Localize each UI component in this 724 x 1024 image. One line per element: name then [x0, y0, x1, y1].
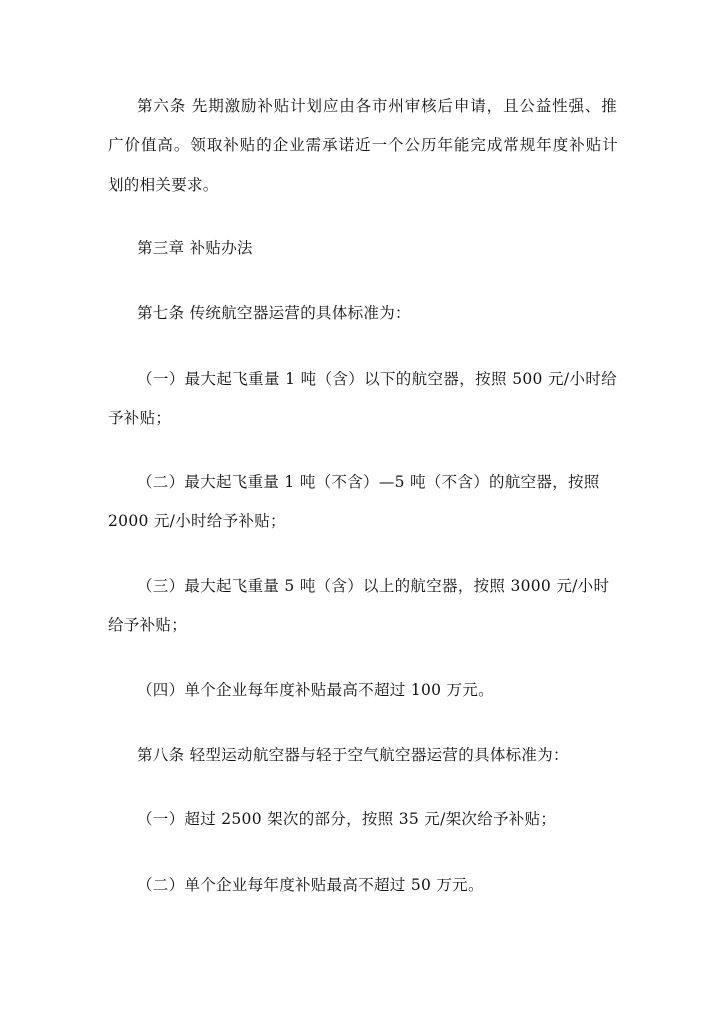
article-7-item-1-line-1: （一）最大起飞重量 1 吨（含）以下的航空器，按照 500 元/小时给 [137, 370, 617, 388]
article-8-item-1: （一）超过 2500 架次的部分，按照 35 元/架次给予补贴； [137, 810, 557, 828]
article-6-line-2: 广价值高。领取补贴的企业需承诺近一个公历年能完成常规年度补贴计 [108, 136, 618, 154]
article-7-item-2-line-2: 2000 元/小时给予补贴； [108, 512, 286, 530]
chapter-3-heading: 第三章 补贴办法 [137, 239, 253, 257]
article-6-line-1: 第六条 先期激励补贴计划应由各市州审核后申请，且公益性强、推 [137, 97, 617, 115]
article-7-heading: 第七条 传统航空器运营的具体标准为： [137, 304, 411, 322]
article-7-item-2-line-1: （二）最大起飞重量 1 吨（不含）—5 吨（不含）的航空器，按照 [137, 473, 600, 491]
article-7-item-3-line-2: 给予补贴； [108, 616, 188, 634]
article-7-item-4: （四）单个企业每年度补贴最高不超过 100 万元。 [137, 681, 494, 699]
article-7-item-3-line-1: （三）最大起飞重量 5 吨（含）以上的航空器，按照 3000 元/小时 [137, 577, 610, 595]
article-8-heading: 第八条 轻型运动航空器与轻于空气航空器运营的具体标准为： [137, 746, 569, 764]
article-7-item-1-line-2: 予补贴； [108, 409, 172, 427]
article-6-line-3: 划的相关要求。 [108, 176, 219, 194]
article-8-item-2: （二）单个企业每年度补贴最高不超过 50 万元。 [137, 876, 484, 894]
